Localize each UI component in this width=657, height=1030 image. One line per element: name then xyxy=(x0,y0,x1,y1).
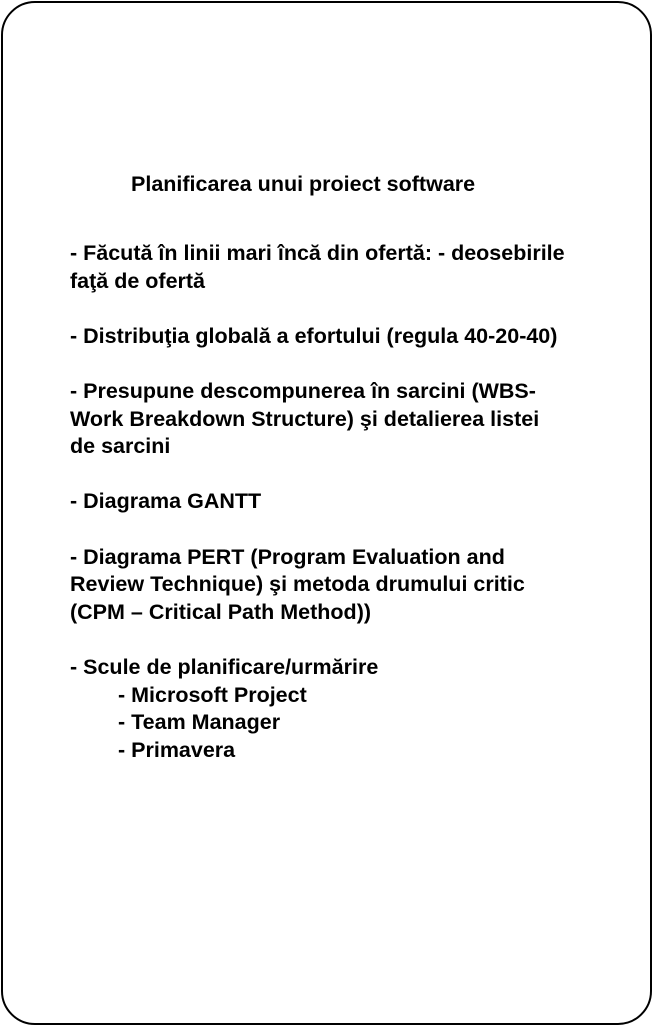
sub-list-item: - Primavera xyxy=(118,737,236,762)
list-item-line: - Distribuţia globală a efortului (regula 40-20-40) xyxy=(70,323,558,348)
list-item-line: Work Breakdown Structure) şi detalierea listei xyxy=(70,406,540,431)
list-item xyxy=(70,240,635,295)
list-item xyxy=(70,323,635,351)
list-item-line: - Diagrama GANTT xyxy=(70,489,262,514)
list-item-line: (CPM – Critical Path Method)) xyxy=(70,599,372,624)
list-item-line: de sarcini xyxy=(70,434,171,459)
list-item-line: faţă de ofertă xyxy=(70,268,206,293)
list-item xyxy=(70,378,635,461)
list-item xyxy=(70,488,635,516)
sub-list xyxy=(70,682,635,765)
sub-list-item: - Microsoft Project xyxy=(118,682,307,707)
slide-title: Planificarea unui proiect software xyxy=(131,172,476,196)
list-item-line: - Presupune descompunerea în sarcini (WBS- xyxy=(70,378,536,403)
list-item xyxy=(70,544,635,627)
bullet-list xyxy=(70,240,635,792)
list-item-line: Review Technique) şi metoda drumului critic xyxy=(70,572,525,597)
list-item xyxy=(70,654,635,764)
list-item-line: - Scule de planificare/urmărire xyxy=(70,654,379,679)
sub-list-item: - Team Manager xyxy=(118,710,281,735)
list-item-line: - Făcută în linii mari încă din ofertă: - deosebirile xyxy=(70,241,565,265)
list-item-line: - Diagrama PERT (Program Evaluation and xyxy=(70,544,505,569)
